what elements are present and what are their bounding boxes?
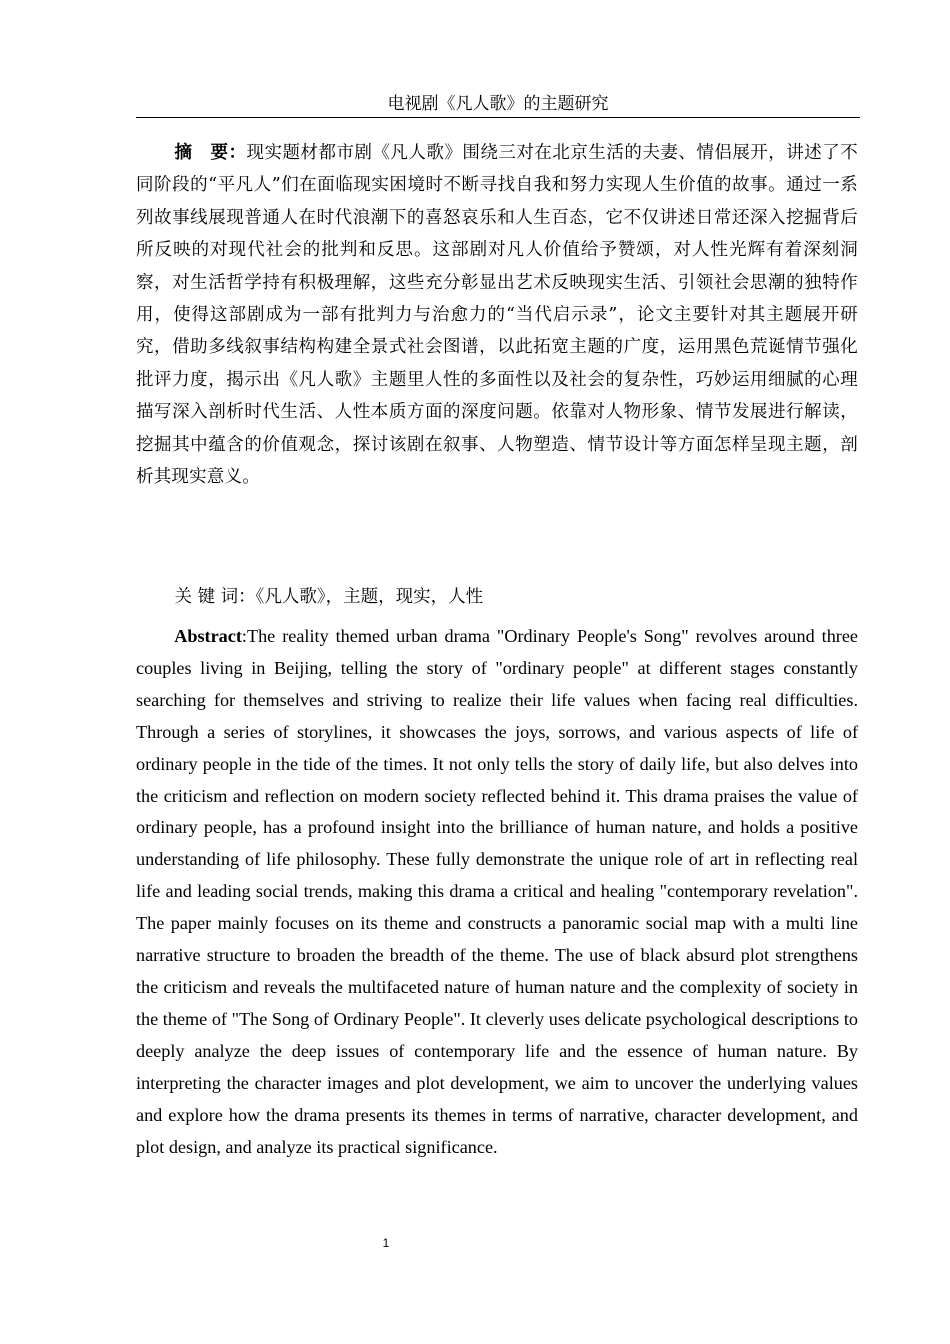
chinese-keywords	[136, 583, 858, 611]
chinese-abstract-text: 现实题材都市剧《凡人歌》围绕三对在北京生活的夫妻、情侣展开，讲述了不同阶段的“平凡人”们在面临现实困境时不断寻找自我和努力实现人生价值的故事。通过一系列故事线展现普通人在时代浪潮下的喜怒哀乐和人生百态，它不仅讲述日常还深入挖掘背后所反映的对现代社会的批判和反思。这部剧对凡人价值给予赞颂，对人性光辉有着深刻洞察，对生活哲学持有积极理解，这些充分彰显出艺术反映现实生活、引领社会思潮的独特作用，使得这部剧成为一部有批判力与治愈力的“当代启示录”，论文主要针对其主题展开研究，借助多线叙事结构构建全景式社会图谱，以此拓宽主题的广度，运用黑色荒诞情节强化批评力度，揭示出《凡人歌》主题里人性的多面性以及社会的复杂性，巧妙运用细腻的心理描写深入剖析时代生活、人性本质方面的深度问题。依靠对人物形象、情节发展进行解读，挖掘其中蕴含的价值观念，探讨该剧在叙事、人物塑造、情节设计等方面怎样呈现主题，剖析其现实意义。	[136, 143, 858, 488]
keywords-text: 《凡人歌》，主题，现实，人性	[255, 587, 484, 607]
keywords-label: 关 键 词：	[174, 587, 256, 607]
header-rule	[136, 117, 860, 118]
english-abstract-text: :The reality themed urban drama "Ordinary People's Song" revolves around three couples living in Beijing, telling the story of "ordinary people" at different stages constantly searching for themselves and striving to realize their life values when facing real difficulties. Through a series of storylines, it showcases the joys, sorrows, and various aspects of life of ordinary people in the tide of the times. It not only tells the story of daily life, but also delves into the criticism and reflection on modern society reflected behind it. This drama praises the value of ordinary people, has a profound insight into the brilliance of human nature, and holds a positive understanding of life philosophy. These fully demonstrate the unique role of art in reflecting real life and leading social trends, making this drama a critical and healing "contemporary revelation". The paper mainly focuses on its theme and constructs a panoramic social map with a multi line narrative structure to broaden the breadth of the theme. The use of black absurd plot strengthens the criticism and reveals the multifaceted nature of human nature and the complexity of society in the theme of "The Song of Ordinary People". It cleverly uses delicate psychological descriptions to deeply analyze the deep issues of contemporary life and the essence of human nature. By interpreting the character images and plot development, we aim to uncover the underlying values and explore how the drama presents its themes in terms of narrative, character development, and plot design, and analyze its practical significance.	[136, 626, 858, 1157]
chinese-abstract-label: 摘 要：	[174, 143, 247, 163]
english-abstract	[136, 621, 858, 1163]
chinese-abstract-paragraph	[136, 137, 858, 493]
running-header: 电视剧《凡人歌》的主题研究	[387, 94, 609, 114]
page-number: 1	[382, 1236, 390, 1250]
english-abstract-label: Abstract	[174, 626, 242, 646]
english-abstract-paragraph	[136, 621, 858, 1163]
chinese-abstract	[136, 137, 858, 493]
